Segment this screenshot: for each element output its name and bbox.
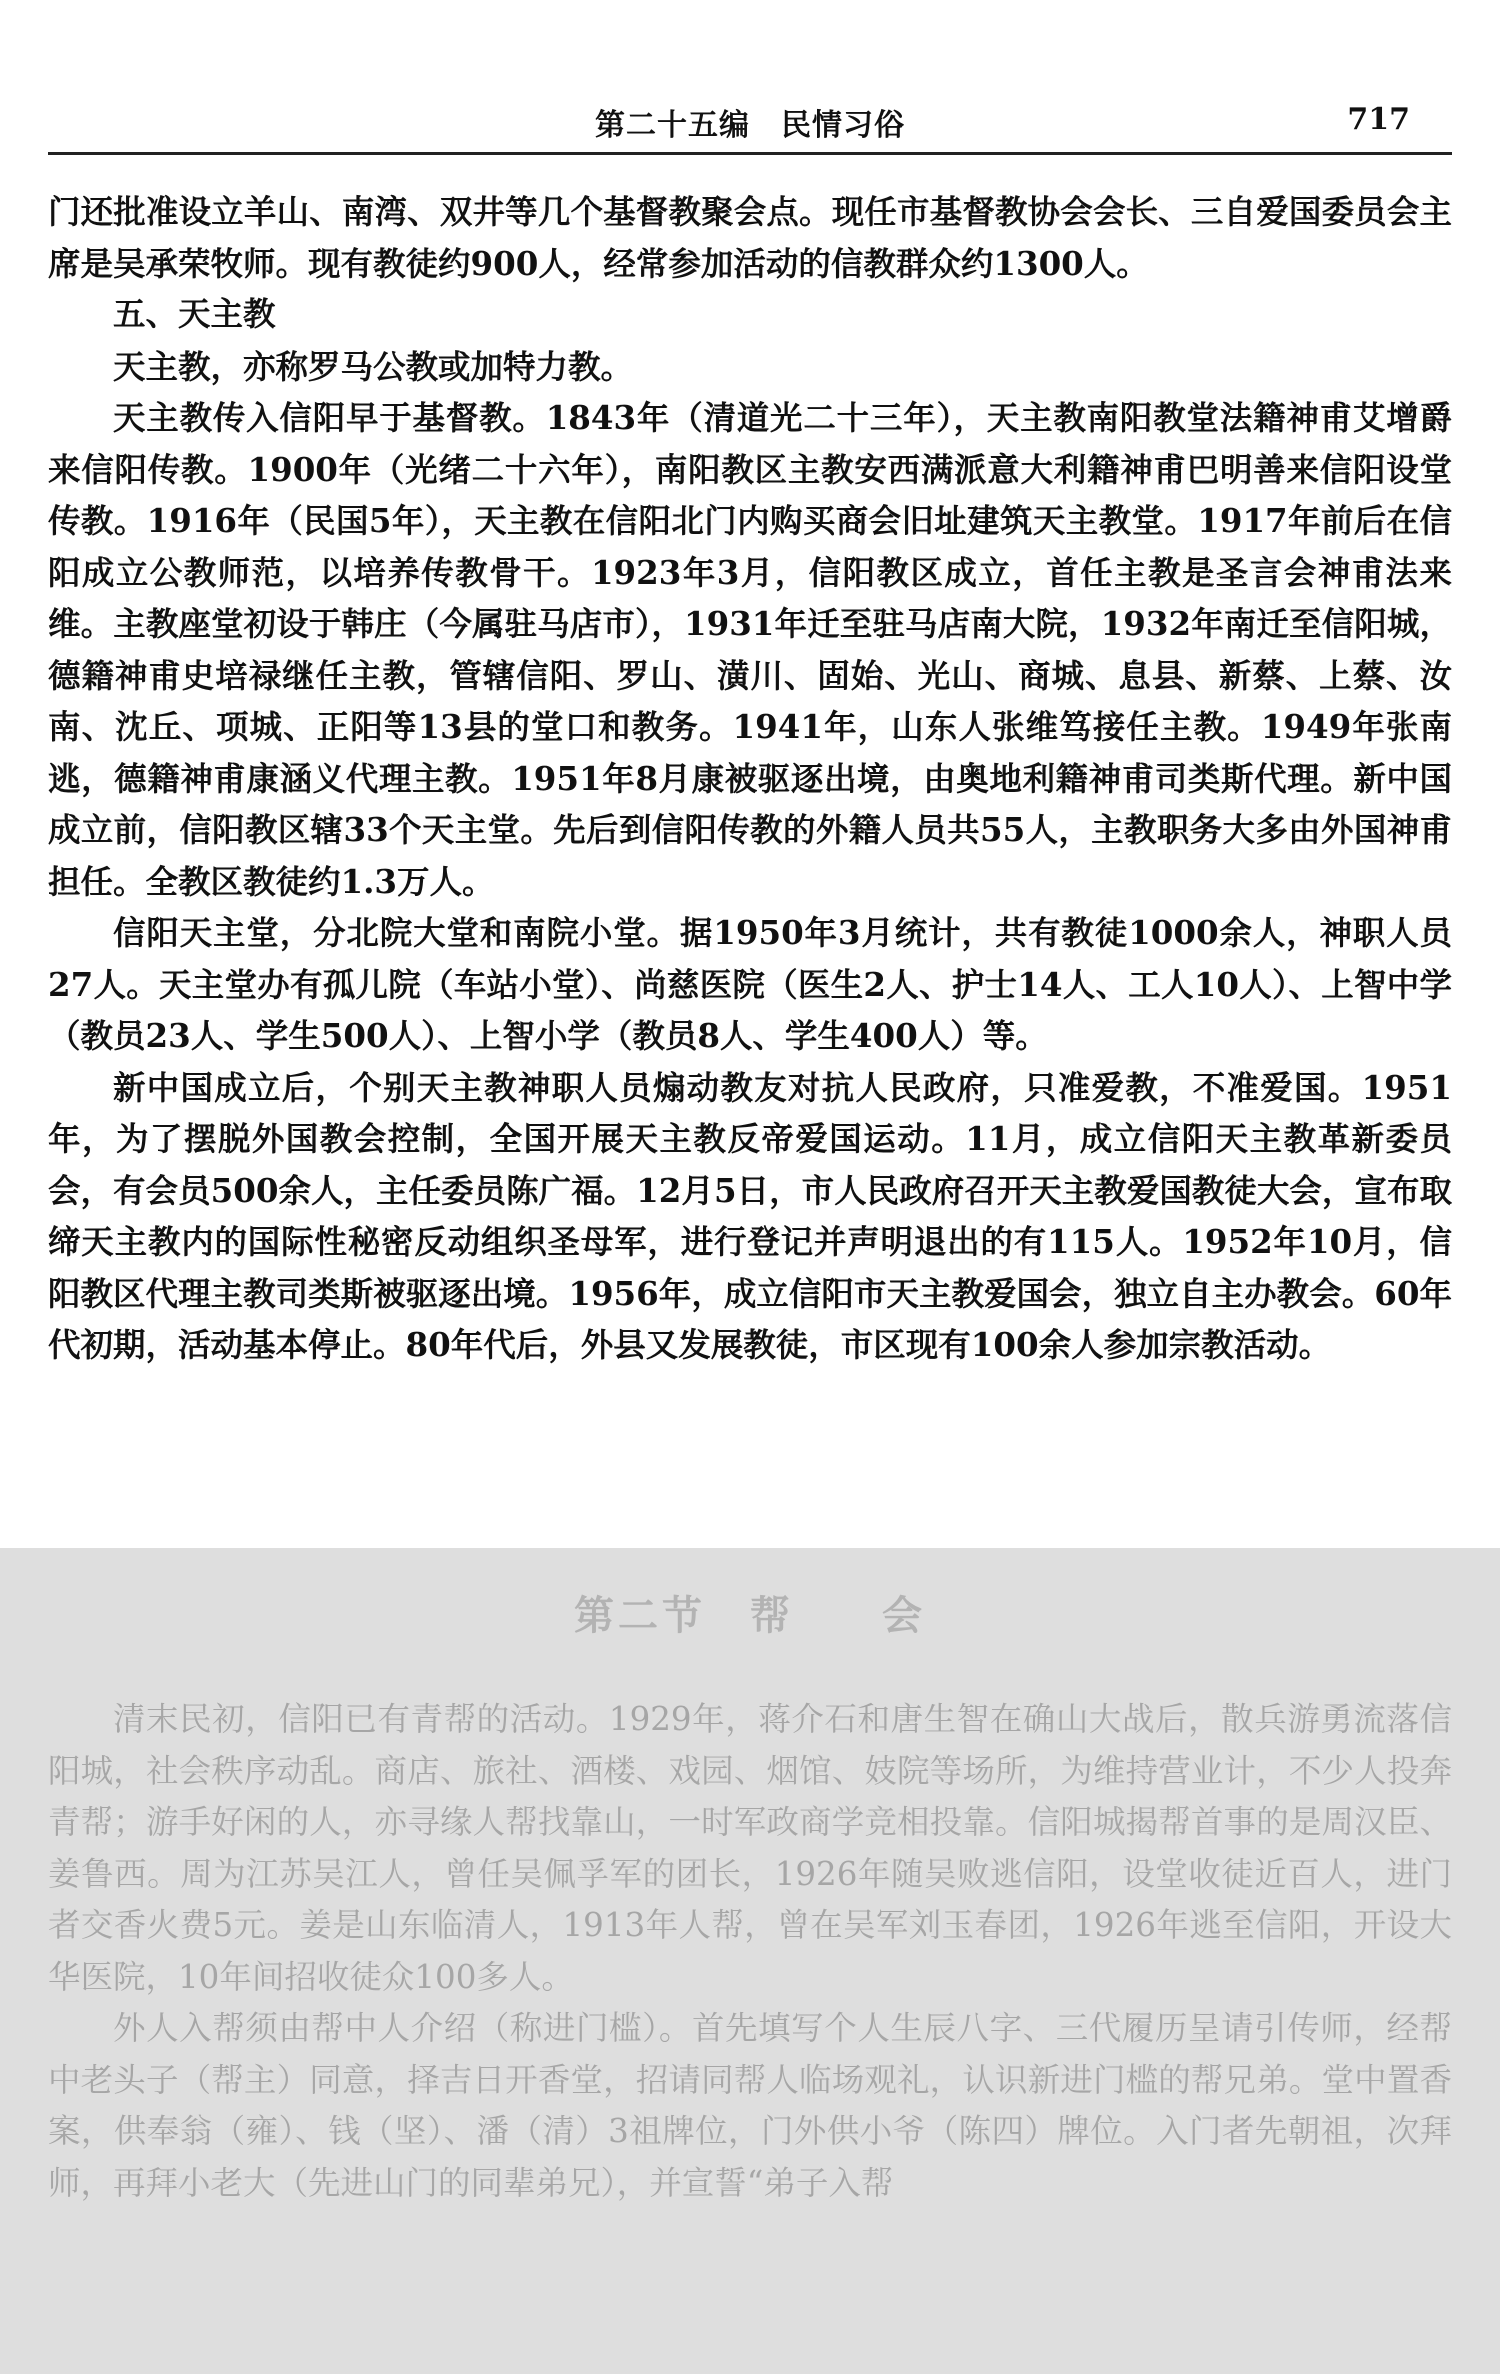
page-number: 717	[1347, 102, 1410, 137]
paragraph-gang-history: 清末民初，信阳已有青帮的活动。1929年，蒋介石和唐生智在确山大战后，散兵游勇流落信阳城，社会秩序动乱。商店、旅社、酒楼、戏园、烟馆、妓院等场所，为维持营业计，不少人投奔青帮；游手好闲的人，亦寻缘人帮找靠山，一时军政商学竞相投靠。信阳城揭帮首事的是周汉臣、姜鲁西。周为江苏吴江人，曾任吴佩孚军的团长，1926年随吴败逃信阳，设堂收徒近百人，进门者交香火费5元。姜是山东临清人，1913年人帮，曾在吴军刘玉春团，1926年逃至信阳，开设大华医院，10年间招收徒众100多人。	[48, 1700, 1452, 1996]
paragraph-gang-initiation: 外人入帮须由帮中人介绍（称进门槛）。首先填写个人生辰八字、三代履历呈请引传师，经帮中老头子（帮主）同意，择吉日开香堂，招请同帮人临场观礼，认识新进门槛的帮兄弟。堂中置香案，供奉翁（雍）、钱（坚）、潘（清）3祖牌位，门外供小爷（陈四）牌位。入门者先朝祖，次拜师，再拜小老大（先进山门的同辈弟兄），并宣誓“弟子入帮	[48, 2009, 1452, 2202]
faded-section	[0, 1548, 1500, 2374]
main-text	[48, 186, 1452, 1371]
paragraph-definition: 天主教，亦称罗马公教或加特力教。	[113, 346, 634, 386]
section-heading-catholicism: 五、天主教	[113, 295, 276, 333]
paragraph-continued: 门还批准设立羊山、南湾、双井等几个基督教聚会点。现任市基督教协会会长、三自爱国委员会主席是吴承荣牧师。现有教徒约900人，经常参加活动的信教群众约1300人。	[48, 192, 1452, 283]
paragraph-church: 信阳天主堂，分北院大堂和南院小堂。据1950年3月统计，共有教徒1000余人，神职人员27人。天主堂办有孤儿院（车站小堂）、尚慈医院（医生2人、护士14人、工人10人）、上智中学（教员23人、学生500人）、上智小学（教员8人、学生400人）等。	[48, 913, 1452, 1055]
faded-text	[48, 1694, 1452, 2209]
running-title: 第二十五编 民情习俗	[595, 108, 905, 143]
section-title-gangs: 第二节 帮 会	[574, 1592, 926, 1639]
paragraph-after-1949: 新中国成立后，个别天主教神职人员煽动教友对抗人民政府，只准爱教，不准爱国。1951年，为了摆脱外国教会控制，全国开展天主教反帝爱国运动。11月，成立信阳天主教革新委员会，有会员500余人，主任委员陈广福。12月5日，市人民政府召开天主教爱国教徒大会，宣布取缔天主教内的国际性秘密反动组织圣母军，进行登记并声明退出的有115人。1952年10月，信阳教区代理主教司类斯被驱逐出境。1956年，成立信阳市天主教爱国会，独立自主办教会。60年代初期，活动基本停止。80年代后，外县又发展教徒，市区现有100余人参加宗教活动。	[48, 1067, 1452, 1364]
paragraph-history: 天主教传入信阳早于基督教。1843年（清道光二十三年），天主教南阳教堂法籍神甫艾增爵来信阳传教。1900年（光绪二十六年），南阳教区主教安西满派意大利籍神甫巴明善来信阳设堂传教。1916年（民国5年），天主教在信阳北门内购买商会旧址建筑天主教堂。1917年前后在信阳成立公教师范，以培养传教骨干。1923年3月，信阳教区成立，首任主教是圣言会神甫法来维。主教座堂初设于韩庄（今属驻马店市），1931年迁至驻马店南大院，1932年南迁至信阳城，德籍神甫史培禄继任主教，管辖信阳、罗山、潢川、固始、光山、商城、息县、新蔡、上蔡、汝南、沈丘、项城、正阳等13县的堂口和教务。1941年，山东人张维笃接任主教。1949年张南逃，德籍神甫康涵义代理主教。1951年8月康被驱逐出境，由奥地利籍神甫司类斯代理。新中国成立前，信阳教区辖33个天主堂。先后到信阳传教的外籍人员共55人，主教职务大多由外国神甫担任。全教区教徒约1.3万人。	[48, 398, 1452, 901]
page-header	[48, 96, 1452, 155]
